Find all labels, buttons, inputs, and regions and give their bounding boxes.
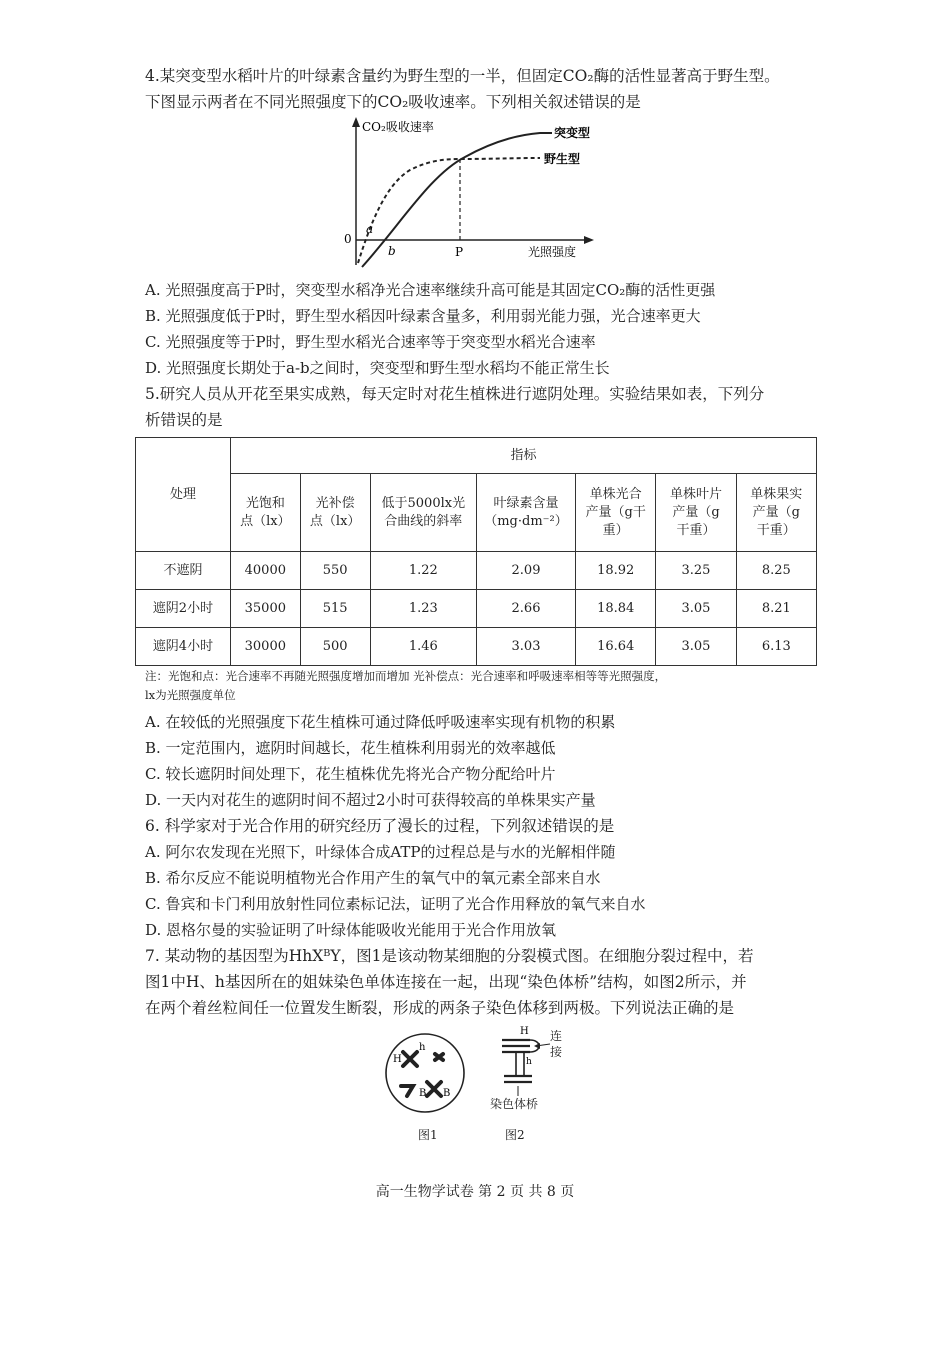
graph-ylabel: CO₂吸收速率 [362,120,434,134]
table-row [136,628,817,666]
table-cell: 1.46 [370,628,476,666]
graph-origin: 0 [344,232,352,246]
q7-stem-line2: 图1中H、h基因所在的姐妹染色单体连接在一起，出现“染色体桥”结构，如图2所示，并 [145,973,747,991]
q6-option-a: A. 阿尔农发现在光照下，叶绿体合成ATP的过程总是与水的光解相伴随 [145,843,616,861]
table-col-photosynthesis-yield: 单株光合 产量（g干 重） [576,474,656,552]
table-cell: 8.21 [736,590,816,628]
q4-stem-line2: 下图显示两者在不同光照强度下的CO₂吸收速率。下列相关叙述错误的是 [145,93,641,111]
page-footer: 高一生物学试卷 第 2 页 共 8 页 [375,1184,575,1200]
table-cell: 不遮阴 [136,552,231,590]
table-cell: 1.23 [370,590,476,628]
table-col-fruit-yield: 单株果实 产量（g 干重） [736,474,816,552]
graph-y-arrow [352,117,360,127]
table-cell: 515 [300,590,370,628]
chromosome-lower-right [427,1082,441,1096]
connect-arrowhead [534,1043,540,1049]
table-cell: 1.22 [370,552,476,590]
q7-stem-line3: 在两个着丝粒间任一位置发生断裂，形成的两条子染色体移到两极。下列说法正确的是 [145,999,735,1017]
table-col-chlorophyll: 叶绿素含量 （mg·dm⁻²） [476,474,575,552]
q5-stem-line1: 5.研究人员从开花至果实成熟，每天定时对花生植株进行遮阴处理。实验结果如表，下列分 [145,385,765,403]
fig1-caption: 图1 [418,1128,438,1142]
table-cell: 35000 [230,590,300,628]
chromosome-upper-right [435,1054,443,1060]
q7-figure1-cell [383,1030,467,1116]
fig2-caption: 图2 [505,1128,525,1142]
chromosome-lower-left [401,1086,413,1096]
table-col-compensation: 光补偿 点（lx） [300,474,370,552]
fig2-bridge-label: 染色体桥 [490,1097,539,1111]
table-cell: 3.03 [476,628,575,666]
q4-stem-line1: 4.某突变型水稻叶片的叶绿素含量约为野生型的一半，但固定CO₂酶的活性显著高于野生型。 [145,67,780,85]
gene-label-H: H [393,1054,402,1065]
q5-note-line1: 注：光饱和点：光合速率不再随光照强度增加而增加 光补偿点：光合速率和呼吸速率相等等光照强度， [145,669,667,683]
q4-option-a: A. 光照强度高于P时，突变型水稻净光合速率继续升高可能是其固定CO₂酶的活性更强 [145,281,716,299]
table-row [136,552,817,590]
table-cell: 500 [300,628,370,666]
bridge-upper-chromatids [502,1040,530,1052]
table-cell: 2.09 [476,552,575,590]
table-cell: 18.92 [576,552,656,590]
q5-option-a: A. 在较低的光照强度下花生植株可通过降低呼吸速率实现有机物的积累 [145,713,616,731]
q4-option-b: B. 光照强度低于P时，野生型水稻因叶绿素含量多，利用弱光能力强，光合速率更大 [145,307,701,325]
bridge-gene-H: H [520,1026,529,1037]
wild-type-curve [358,158,540,263]
q5-option-c: C. 较长遮阴时间处理下，花生植株优先将光合产物分配给叶片 [145,765,556,783]
graph-x-arrow [584,236,594,244]
gene-label-B1: B [419,1088,427,1099]
graph-label-p: P [455,245,464,259]
q5-option-b: B. 一定范围内，遮阴时间越长，花生植株利用弱光的效率越低 [145,739,556,757]
q5-option-d: D. 一天内对花生的遮阴时间不超过2小时可获得较高的单株果实产量 [145,791,596,809]
table-cell: 3.05 [656,628,736,666]
table-col-saturation: 光饱和 点（lx） [230,474,300,552]
q5-stem-line2: 析错误的是 [145,411,223,429]
table-col-leaf-yield: 单株叶片 产量（g 干重） [656,474,736,552]
q4-option-d: D. 光照强度长期处于a-b之间时，突变型和野生型水稻均不能正常生长 [145,359,610,377]
bridge-lower-chromatid [504,1076,532,1082]
q6-option-d: D. 恩格尔曼的实验证明了叶绿体能吸收光能用于光合作用放氧 [145,921,557,939]
gene-label-B2: B [443,1088,451,1099]
q6-option-b: B. 希尔反应不能说明植物光合作用产生的氧气中的氧元素全部来自水 [145,869,601,887]
table-head-treatment: 处理 [136,438,231,552]
q6-option-c: C. 鲁宾和卡门利用放射性同位素标记法，证明了光合作用释放的氧气来自水 [145,895,646,913]
table-head-index: 指标 [230,438,816,474]
table-cell: 3.05 [656,590,736,628]
table-row [136,590,817,628]
gene-label-h: h [419,1042,426,1053]
table-cell: 8.25 [736,552,816,590]
q7-stem-line1: 7. 某动物的基因型为HhXᴮY，图1是该动物某细胞的分裂模式图。在细胞分裂过程中，若 [145,947,754,965]
table-cell: 16.64 [576,628,656,666]
q4-graph [340,115,600,275]
q4-option-c: C. 光照强度等于P时，野生型水稻光合速率等于突变型水稻光合速率 [145,333,596,351]
table-cell: 3.25 [656,552,736,590]
q6-stem: 6. 科学家对于光合作用的研究经历了漫长的过程，下列叙述错误的是 [145,817,615,835]
q5-note-line2: lx为光照强度单位 [145,688,236,702]
graph-legend-mutant: 突变型 [554,126,591,140]
graph-label-b: b [388,244,396,258]
chromosome-upper-left [403,1052,417,1066]
table-cell: 遮阴2小时 [136,590,231,628]
graph-xlabel: 光照强度 [528,245,577,259]
table-cell: 遮阴4小时 [136,628,231,666]
table-cell: 40000 [230,552,300,590]
q5-data-table [135,437,817,666]
table-cell: 2.66 [476,590,575,628]
table-col-slope: 低于5000lx光 合曲线的斜率 [370,474,476,552]
table-cell: 18.84 [576,590,656,628]
table-cell: 550 [300,552,370,590]
graph-legend-wild: 野生型 [544,152,581,166]
bridge-gene-h: h [526,1057,532,1067]
table-cell: 6.13 [736,628,816,666]
fig2-connect-label: 连接 [550,1029,563,1059]
graph-label-a: a [366,222,374,236]
table-cell: 30000 [230,628,300,666]
